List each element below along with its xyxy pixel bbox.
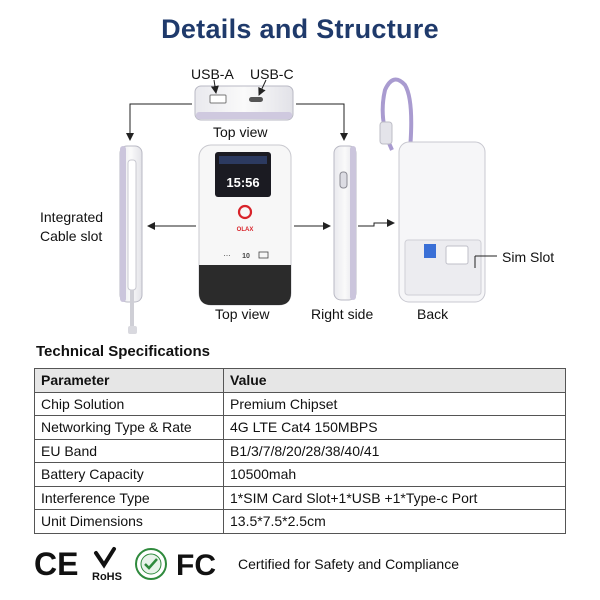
sim-slot-label: Sim Slot (502, 249, 555, 265)
brand-name: OLAX (236, 227, 254, 233)
screen-time: 15:56 (226, 175, 260, 190)
screen-icon-label: 10 (242, 253, 250, 260)
param-cell: EU Band (35, 439, 224, 463)
back-label: Back (417, 306, 449, 322)
table-row (35, 486, 566, 510)
param-cell: Chip Solution (35, 392, 224, 416)
front-device (199, 145, 291, 305)
left-side-view (120, 146, 142, 334)
integrated-cable-label-line1: Integrated (40, 209, 104, 225)
connector-right (296, 104, 344, 140)
table-row (35, 392, 566, 416)
usb-c-port (249, 97, 263, 102)
power-button (340, 172, 347, 188)
param-cell: Networking Type & Rate (35, 416, 224, 440)
specs-title: Technical Specifications (36, 343, 210, 360)
specs-table (34, 368, 566, 534)
param-cell: Battery Capacity (35, 463, 224, 487)
page-title: Details and Structure (161, 14, 439, 44)
value-cell: Premium Chipset (224, 392, 566, 416)
header-parameter: Parameter (35, 369, 224, 393)
back-view (380, 80, 485, 302)
rohs-mark-icon (92, 549, 122, 583)
table-header-row (35, 369, 566, 393)
table-row (35, 510, 566, 534)
value-cell: 4G LTE Cat4 150MBPS (224, 416, 566, 440)
svg-text:RoHS: RoHS (92, 571, 122, 583)
table-row (35, 439, 566, 463)
top-view-strip (195, 86, 293, 120)
value-cell: 1*SIM Card Slot+1*USB +1*Type-c Port (224, 486, 566, 510)
param-cell: Unit Dimensions (35, 510, 224, 534)
usb-a-label: USB-A (191, 66, 234, 82)
compliance-seal-icon (136, 549, 166, 579)
back-compartment (405, 240, 481, 295)
value-cell: 13.5*7.5*2.5cm (224, 510, 566, 534)
fcc-mark-icon: FC (176, 549, 216, 582)
header-value: Value (224, 369, 566, 393)
usb-a-port (210, 95, 226, 103)
arrow-to-back (358, 223, 394, 226)
svg-text:⋯: ⋯ (223, 253, 231, 260)
certification-text: Certified for Safety and Compliance (238, 556, 459, 572)
right-side-label: Right side (311, 306, 374, 322)
top-view-upper-label: Top view (213, 124, 268, 140)
value-cell: 10500mah (224, 463, 566, 487)
param-cell: Interference Type (35, 486, 224, 510)
usb-c-label: USB-C (250, 66, 294, 82)
table-row (35, 463, 566, 487)
integrated-cable-label-line2: Cable slot (40, 228, 103, 244)
connector-left (130, 104, 192, 140)
ce-mark-icon: CE (34, 546, 79, 582)
value-cell: B1/3/7/8/20/28/38/40/41 (224, 439, 566, 463)
sim-slot-icon (424, 244, 436, 258)
top-view-lower-label: Top view (215, 306, 270, 322)
table-row (35, 416, 566, 440)
right-side-view (334, 146, 356, 300)
